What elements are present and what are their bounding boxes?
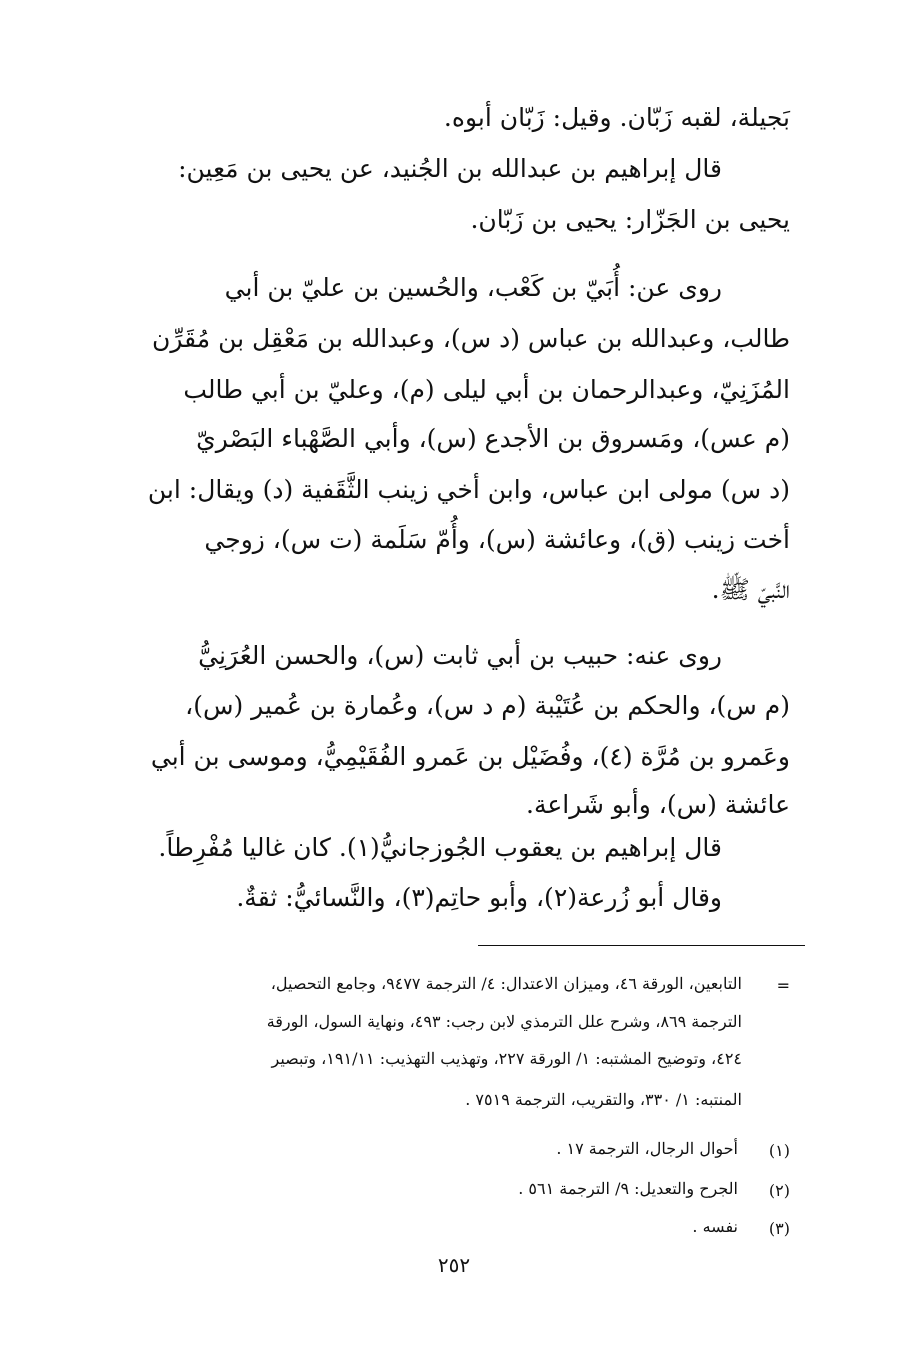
text-line: أخت زينب (ق)، وعائشة (س)، وأُمّ سَلَمة (ت س)، زوجي [204, 525, 790, 554]
footnote-line: المنتبه: ١/ ٣٣٠، والتقريب، الترجمة ٧٥١٩ . [465, 1090, 742, 1109]
text-line: (د س) مولى ابن عباس، وابن أخي زينب الثَّقَفية (د) ويقال: ابن [147, 475, 790, 504]
page-number: ٢٥٢ [437, 1253, 471, 1277]
text-line: المُزَنِيّ، وعبدالرحمان بن أبي ليلى (م)، وعليّ بن أبي طالب [183, 375, 790, 404]
text-line: (م عس)، ومَسروق بن الأجدع (س)، وأبي الصَّهْباء البَصْريّ [196, 424, 790, 453]
text-line: يحيى بن الجَزّار: يحيى بن زَبّان. [470, 205, 790, 234]
text-line: (م س)، والحكم بن عُتَيْبة (م د س)، وعُمارة بن عُمير (س)، [185, 691, 790, 720]
footnote-line: التابعين، الورقة ٤٦، وميزان الاعتدال: ٤/ الترجمة ٩٤٧٧، وجامع التحصيل، [270, 974, 742, 993]
text-line: بَجيلة، لقبه زَبّان. وقيل: زَبّان أبوه. [443, 103, 790, 132]
footnote-text: نفسه . [692, 1217, 738, 1236]
text-line: روى عنه: حبيب بن أبي ثابت (س)، والحسن العُرَنِيُّ [198, 641, 722, 670]
text-line: قال إبراهيم بن يعقوب الجُوزجانيُّ(١). كان غاليا مُفْرِطاً. [158, 833, 722, 862]
footnote-continuation-marker: = [776, 976, 790, 995]
text-line: طالب، وعبدالله بن عباس (د س)، وعبدالله بن مَعْقِل بن مُقَرِّن [151, 324, 790, 353]
text-line: قال إبراهيم بن عبدالله بن الجُنيد، عن يحيى بن مَعِين: [178, 154, 722, 183]
text-line: النَّبيّ ﷺ. [711, 575, 790, 604]
footnote-text: الجرح والتعديل: ٩/ الترجمة ٥٦١ . [518, 1179, 738, 1198]
footnote-line: ٤٢٤، وتوضيح المشتبه: ١/ الورقة ٢٢٧، وتهذيب التهذيب: ١٩١/١١، وتبصير [271, 1049, 742, 1068]
text-line: وعَمرو بن مُرَّة (٤)، وفُضَيْل بن عَمرو الفُقَيْمِيُّ، وموسى بن أبي [150, 742, 790, 771]
footnote-number: (١) [768, 1141, 790, 1160]
footnote-number: (٢) [768, 1181, 790, 1200]
footnote-text: أحوال الرجال، الترجمة ١٧ . [556, 1139, 738, 1158]
footnote-number: (٣) [768, 1219, 790, 1238]
footnote-separator [478, 945, 805, 946]
text-line: روى عن: أُبَيّ بن كَعْب، والحُسين بن عليّ بن أبي [224, 273, 722, 302]
text-line: وقال أبو زُرعة(٢)، وأبو حاتِم(٣)، والنَّسائيُّ: ثقةٌ. [236, 883, 722, 912]
text-line: عائشة (س)، وأبو شَراعة. [526, 790, 790, 819]
footnote-line: الترجمة ٨٦٩، وشرح علل الترمذي لابن رجب: ٤٩٣، ونهاية السول، الورقة [266, 1012, 742, 1031]
